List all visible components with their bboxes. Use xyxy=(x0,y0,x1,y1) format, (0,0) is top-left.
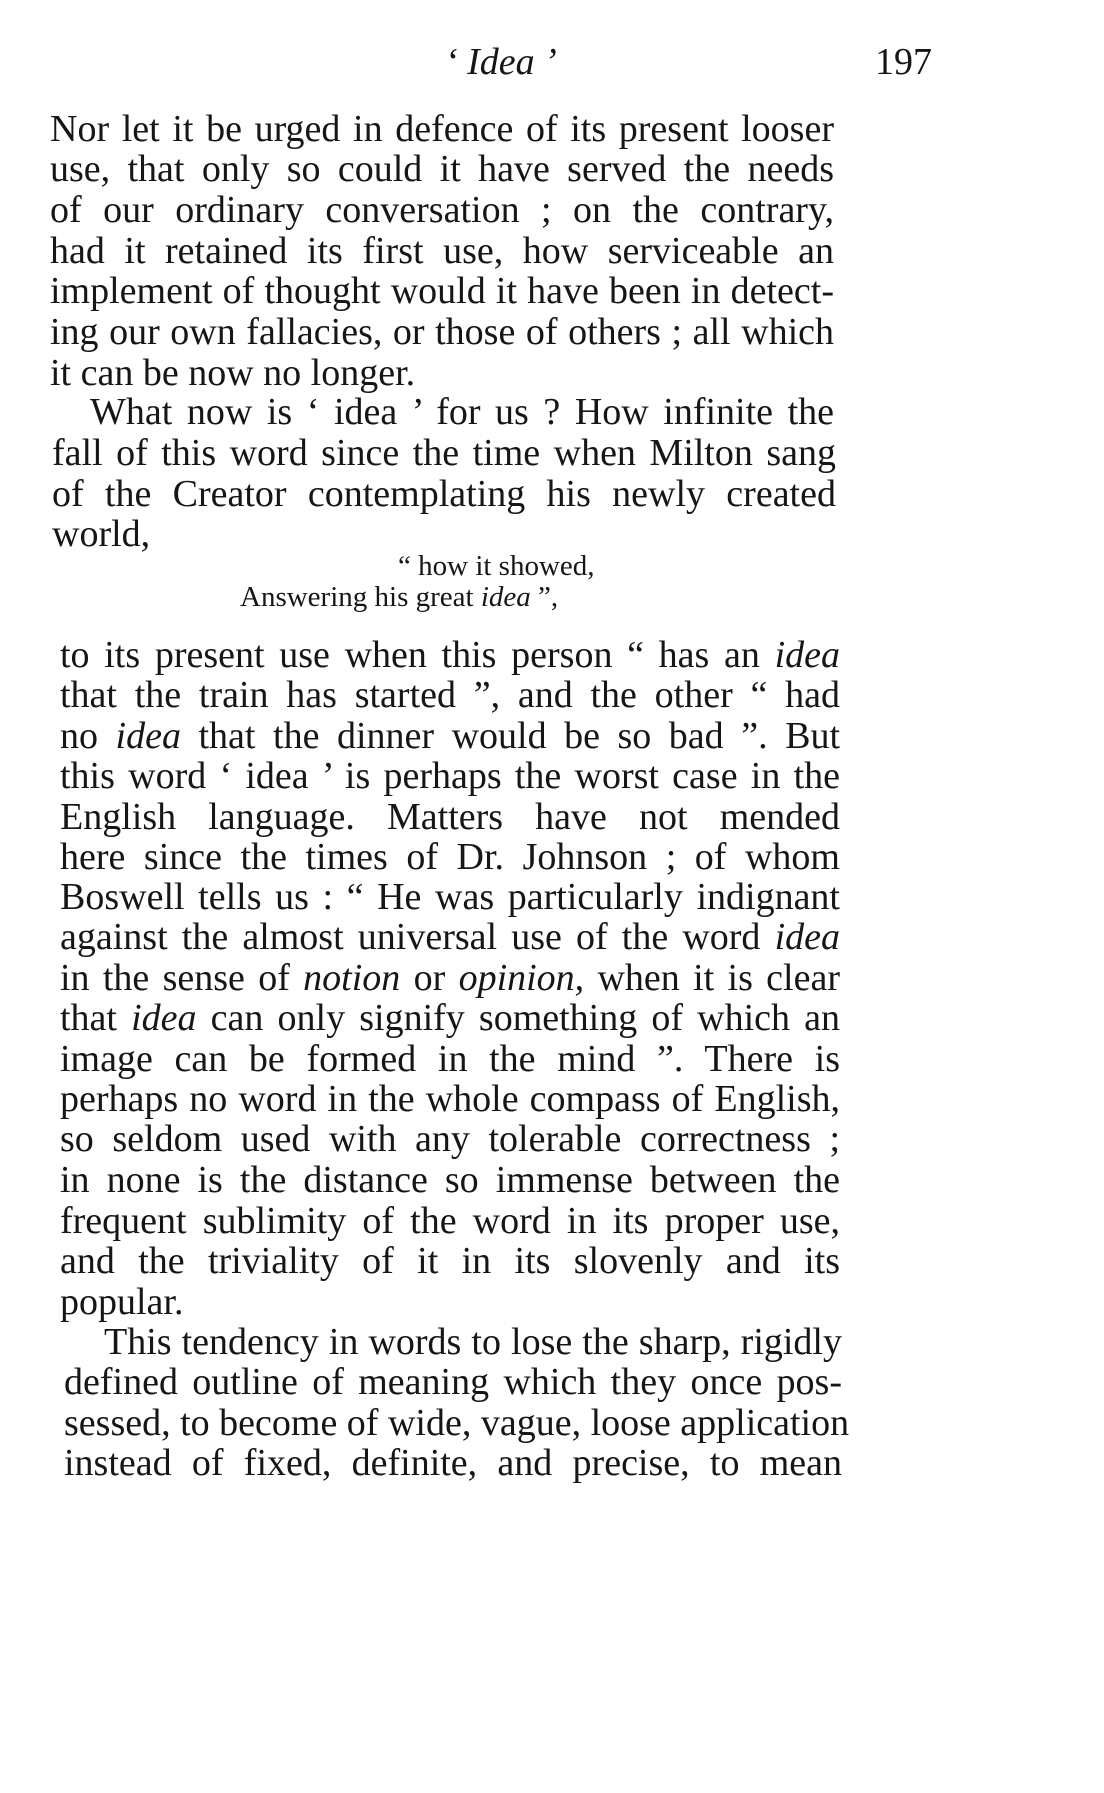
text-line: against the almost universal use of the word idea xyxy=(60,916,840,958)
text-line: world, xyxy=(52,513,151,555)
text-line: What now is ‘ idea ’ for us ? How infinite the xyxy=(90,391,834,433)
text-line: Boswell tells us : “ He was particularly indignant xyxy=(60,876,840,918)
text-line: Nor let it be urged in defence of its present looser xyxy=(50,108,834,150)
running-title: ‘ Idea ’ xyxy=(445,41,557,83)
text-line: fall of this word since the time when Milton sang xyxy=(52,432,836,474)
text-line: sessed, to become of wide, vague, loose application xyxy=(64,1402,850,1444)
text-line: implement of thought would it have been in detect- xyxy=(50,270,834,312)
text-line: and the triviality of it in its slovenly and its xyxy=(60,1240,840,1282)
text-line: use, that only so could it have served the needs xyxy=(50,148,834,190)
text-line: English language. Matters have not mended xyxy=(60,796,840,838)
text-line: no idea that the dinner would be so bad ”. But xyxy=(60,715,840,757)
text-line: that idea can only signify something of which an xyxy=(60,997,840,1039)
page-number: 197 xyxy=(875,41,932,83)
text-line: so seldom used with any tolerable correctness ; xyxy=(60,1118,840,1160)
text-line: this word ‘ idea ’ is perhaps the worst case in the xyxy=(60,755,840,797)
text-line: popular. xyxy=(60,1281,184,1323)
text-line: ing our own fallacies, or those of others ; all which xyxy=(50,311,834,353)
text-line: This tendency in words to lose the sharp, rigidly xyxy=(104,1321,842,1363)
text-line: here since the times of Dr. Johnson ; of whom xyxy=(60,836,840,878)
text-line: in none is the distance so immense between the xyxy=(60,1159,840,1201)
quote-line: Answering his great idea ”, xyxy=(240,581,559,613)
text-line: of our ordinary conversation ; on the contrary, xyxy=(50,189,834,231)
text-line: it can be now no longer. xyxy=(50,352,416,394)
text-line: frequent sublimity of the word in its proper use, xyxy=(60,1200,840,1242)
text-line: of the Creator contemplating his newly created xyxy=(52,473,836,515)
text-line: in the sense of notion or opinion, when it is clear xyxy=(60,957,840,999)
text-line: had it retained its first use, how serviceable an xyxy=(50,230,834,272)
text-line: image can be formed in the mind ”. There is xyxy=(60,1038,840,1080)
text-line: perhaps no word in the whole compass of English, xyxy=(60,1078,840,1120)
quote-line: “ how it showed, xyxy=(398,550,595,582)
text-line: that the train has started ”, and the other “ had xyxy=(60,674,840,716)
text-line: defined outline of meaning which they once pos- xyxy=(64,1361,842,1403)
text-line: to its present use when this person “ has an idea xyxy=(60,634,840,676)
text-line: instead of fixed, definite, and precise, to mean xyxy=(64,1442,842,1484)
